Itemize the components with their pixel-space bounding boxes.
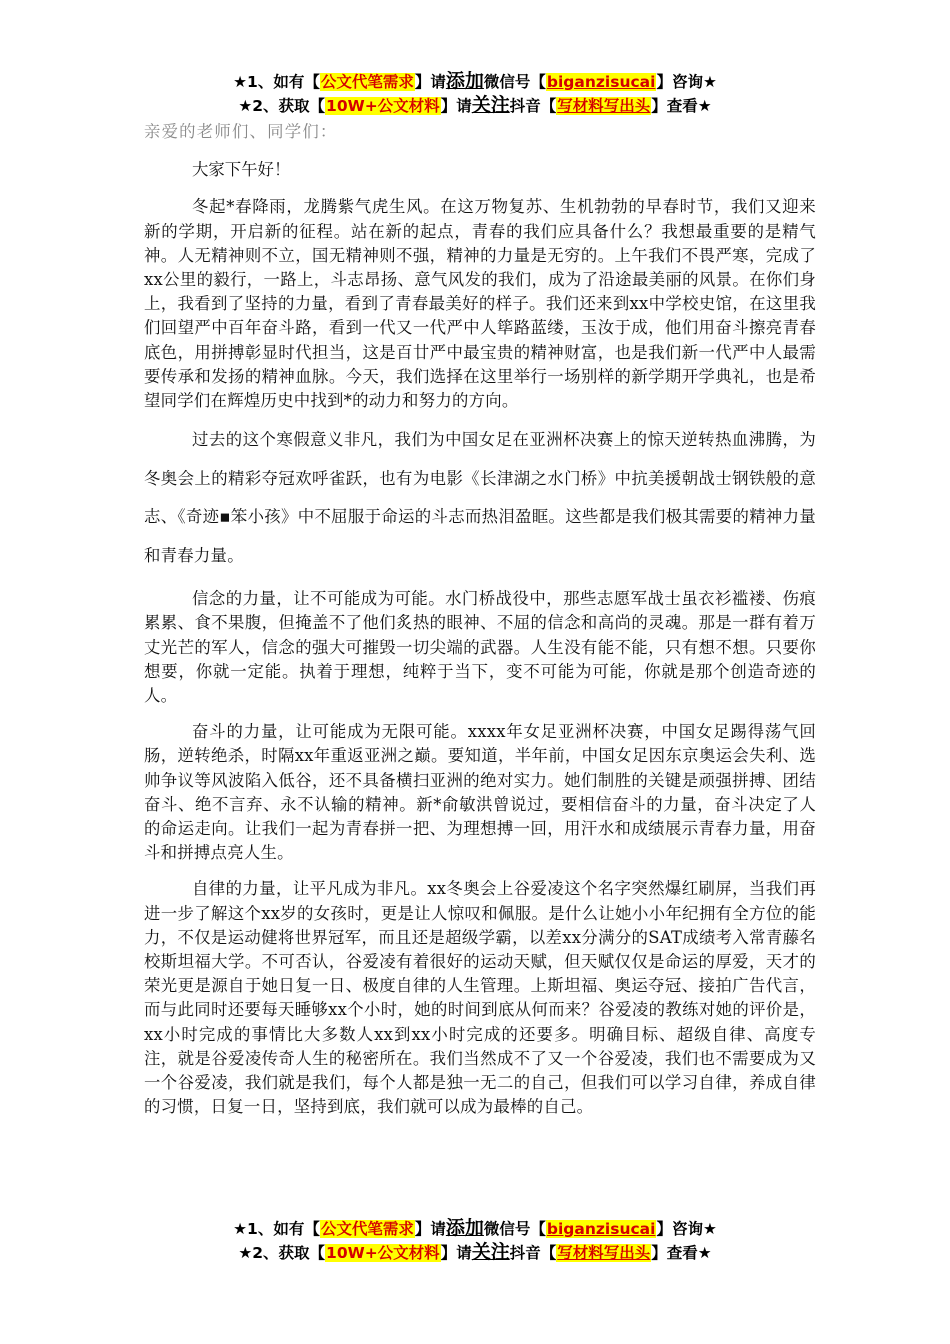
- banner-line-1: [0, 1216, 950, 1240]
- paragraph-self-discipline: 自律的力量，让平凡成为非凡。xx冬奥会上谷爱凌这个名字突然爆红刷屏，当我们再进一步了解这个xx岁的女孩时，更是让人惊叹和佩服。是什么让她小小年纪拥有全方位的能力，不仅是运动健将世界冠军，而且还是超级学霸，以差xx分满分的SAT成绩考入常青藤名校斯坦福大学。不可否认，谷爱凌有着很好的运动天赋，但天赋仅仅是命运的厚爱，天才的荣光更是源自于她日复一日、极度自律的人生管理。上斯坦福、奥运夺冠、接拍广告代言，而与此同时还要每天睡够xx个小时，她的时间到底从何而来？谷爱凌的教练对她的评价是，xx小时完成的事情比大多数人xx到xx小时完成的还要多。明确目标、超级自律、高度专注，就是谷爱凌传奇人生的秘密所在。我们当然成不了又一个谷爱凌，我们也不需要成为又一个谷爱凌，我们就是我们，每个人都是独一无二的自己，但我们可以学习自律，养成自律的习惯，日复一日，坚持到底，我们就可以成为最棒的自己。: [144, 879, 816, 1117]
- salutation: 大家下午好！: [192, 160, 291, 180]
- banner-text: 】咨询★: [656, 73, 717, 91]
- banner-highlight: 公文代笔需求: [320, 1220, 414, 1238]
- greeting: 亲爱的老师们、同学们：: [144, 122, 338, 141]
- top-banner: [0, 69, 950, 117]
- document-body: [144, 120, 816, 1120]
- paragraph-winter-break: 过去的这个寒假意义非凡，我们为中国女足在亚洲杯决赛上的惊天逆转热血沸腾，为冬奥会上的精彩夺冠欢呼雀跃，也有为电影《长津湖之水门桥》中抗美援朝战士钢铁般的意志、《奇迹▪笨小孩》中不屈服于命运的斗志而热泪盈眶。这些都是我们极其需要的精神力量和青春力量。: [144, 430, 816, 565]
- banner-text: 】咨询★: [656, 1220, 717, 1238]
- banner-text: ★2、获取【: [238, 97, 326, 115]
- banner-highlight: 公文代笔需求: [320, 73, 414, 91]
- banner-account[interactable]: 写材料写出头: [557, 1244, 651, 1262]
- banner-text: ★1、如有【: [233, 1220, 320, 1238]
- banner-highlight: 10W+公文材料: [326, 97, 440, 115]
- banner-text: 微信号【: [483, 1220, 546, 1238]
- banner-text: 】查看★: [651, 97, 712, 115]
- banner-text: 】请: [440, 1244, 472, 1262]
- banner-emphasis: 添加: [445, 1217, 484, 1239]
- banner-line-1: [0, 69, 950, 93]
- banner-emphasis: 关注: [471, 1241, 510, 1263]
- paragraph-struggle: 奋斗的力量，让可能成为无限可能。xxxx年女足亚洲杯决赛，中国女足踢得荡气回肠，逆转绝杀，时隔xx年重返亚洲之巅。要知道，半年前，中国女足因东京奥运会失利、选帅争议等风波陷入低谷，还不具备横扫亚洲的绝对实力。她们制胜的关键是顽强拼搏、团结奋斗、绝不言弃、永不认输的精神。新*俞敏洪曾说过，要相信奋斗的力量，奋斗决定了人的命运走向。让我们一起为青春拼一把、为理想搏一回，用汗水和成绩展示青春力量，用奋斗和拼搏点亮人生。: [144, 722, 816, 863]
- banner-emphasis: 关注: [471, 94, 510, 116]
- banner-emphasis: 添加: [445, 70, 484, 92]
- paragraph-opening: 冬起*春降雨，龙腾紫气虎生风。在这万物复苏、生机勃勃的早春时节，我们又迎来新的学期，开启新的征程。站在新的起点，青春的我们应具备什么？我想最重要的是精气神。人无精神则不立，国无精神则不强，精神的力量是无穷的。上午我们不畏严寒，完成了xx公里的毅行，一路上，斗志昂扬、意气风发的我们，成为了沿途最美丽的风景。在你们身上，我看到了坚持的力量，看到了青春最美好的样子。我们还来到xx中学校史馆，在这里我们回望严中百年奋斗路，看到一代又一代严中人筚路蓝缕，玉汝于成，他们用奋斗擦亮青春底色，用拼搏彰显时代担当，这是百廿严中最宝贵的精神财富，也是我们新一代严中人最需要传承和发扬的精神血脉。今天，我们选择在这里举行一场别样的新学期开学典礼，也是希望同学们在辉煌历史中找到*的动力和努力的方向。: [144, 197, 816, 411]
- banner-text: 微信号【: [483, 73, 546, 91]
- banner-account[interactable]: biganzisucai: [546, 73, 656, 91]
- banner-highlight: 10W+公文材料: [326, 1244, 440, 1262]
- banner-text: 抖音【: [509, 97, 557, 115]
- banner-text: ★2、获取【: [238, 1244, 326, 1262]
- banner-text: 】请: [414, 1220, 446, 1238]
- banner-text: 抖音【: [509, 1244, 557, 1262]
- banner-text: 】请: [440, 97, 472, 115]
- banner-account[interactable]: 写材料写出头: [557, 97, 651, 115]
- bottom-banner: [0, 1216, 950, 1264]
- banner-line-2: [0, 93, 950, 117]
- banner-line-2: [0, 1240, 950, 1264]
- banner-account[interactable]: biganzisucai: [546, 1220, 656, 1238]
- banner-text: 】查看★: [651, 1244, 712, 1262]
- banner-text: ★1、如有【: [233, 73, 320, 91]
- banner-text: 】请: [414, 73, 446, 91]
- paragraph-belief: 信念的力量，让不可能成为可能。水门桥战役中，那些志愿军战士虽衣衫褴褛、伤痕累累、食不果腹，但掩盖不了他们炙热的眼神、不屈的信念和高尚的灵魂。那是一群有着万丈光芒的军人，信念的强大可摧毁一切尖端的武器。人生没有能不能，只有想不想。只要你想要，你就一定能。执着于理想，纯粹于当下，变不可能为可能，你就是那个创造奇迹的人。: [144, 589, 816, 706]
